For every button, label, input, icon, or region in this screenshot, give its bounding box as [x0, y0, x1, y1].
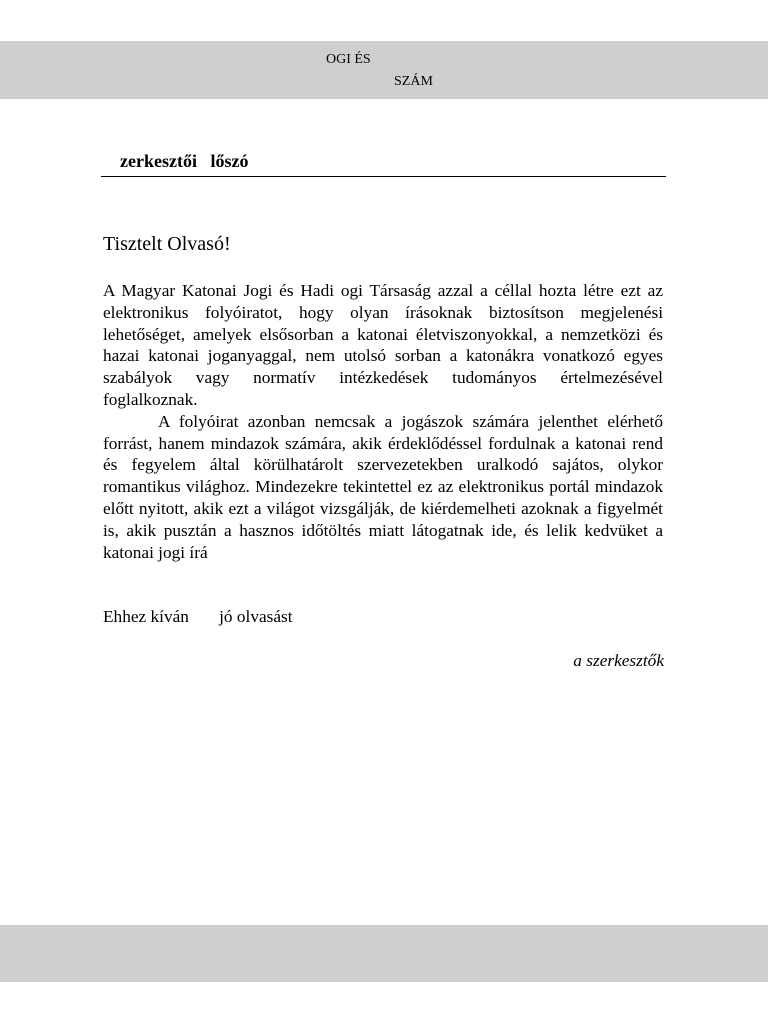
paragraph-2: A folyóirat azonban nemcsak a jogászok számára jelenthet elérhető forrást, hanem mindazok számára, akik érdeklődéssel fordulnak a katonai rend és fegyelem által körülhatárolt szervezetekben uralkodó sajátos, olykor romantikus világhoz. Mindezekre tekintettel ez az elektronikus portál mindazok előtt nyitott, akik ezt a világot vizsgálják, de kiérdemelheti azoknak a figyelmét is, akik pusztán a hasznos időtöltés miatt látogatnak ide, és lelik kedvüket a katonai jogi írá — [103, 411, 663, 562]
header-band — [0, 41, 768, 99]
section-title: zerkesztői lőszó — [120, 151, 249, 171]
footer-band — [0, 925, 768, 982]
closing-line: Ehhez kíván jó olvasást — [103, 607, 293, 626]
greeting: Tisztelt Olvasó! — [103, 233, 231, 255]
header-line-2: SZÁM — [394, 74, 433, 89]
body-text — [103, 280, 663, 563]
paragraph-1: A Magyar Katonai Jogi és Hadi ogi Társaság azzal a céllal hozta létre ezt az elektronikus folyóiratot, hogy olyan írásoknak biztosítson megjelenési lehetőséget, amelyek elsősorban a katonai életviszonyokkal, a nemzetközi és hazai katonai joganyaggal, nem utolsó sorban a katonákra vonatkozó egyes szabályok vagy normatív intézkedések tudományos értelmezésével foglalkoznak. — [103, 281, 663, 409]
signature: a szerkesztők — [573, 651, 664, 670]
header-line-1: OGI ÉS — [326, 52, 371, 67]
title-divider — [101, 176, 666, 177]
